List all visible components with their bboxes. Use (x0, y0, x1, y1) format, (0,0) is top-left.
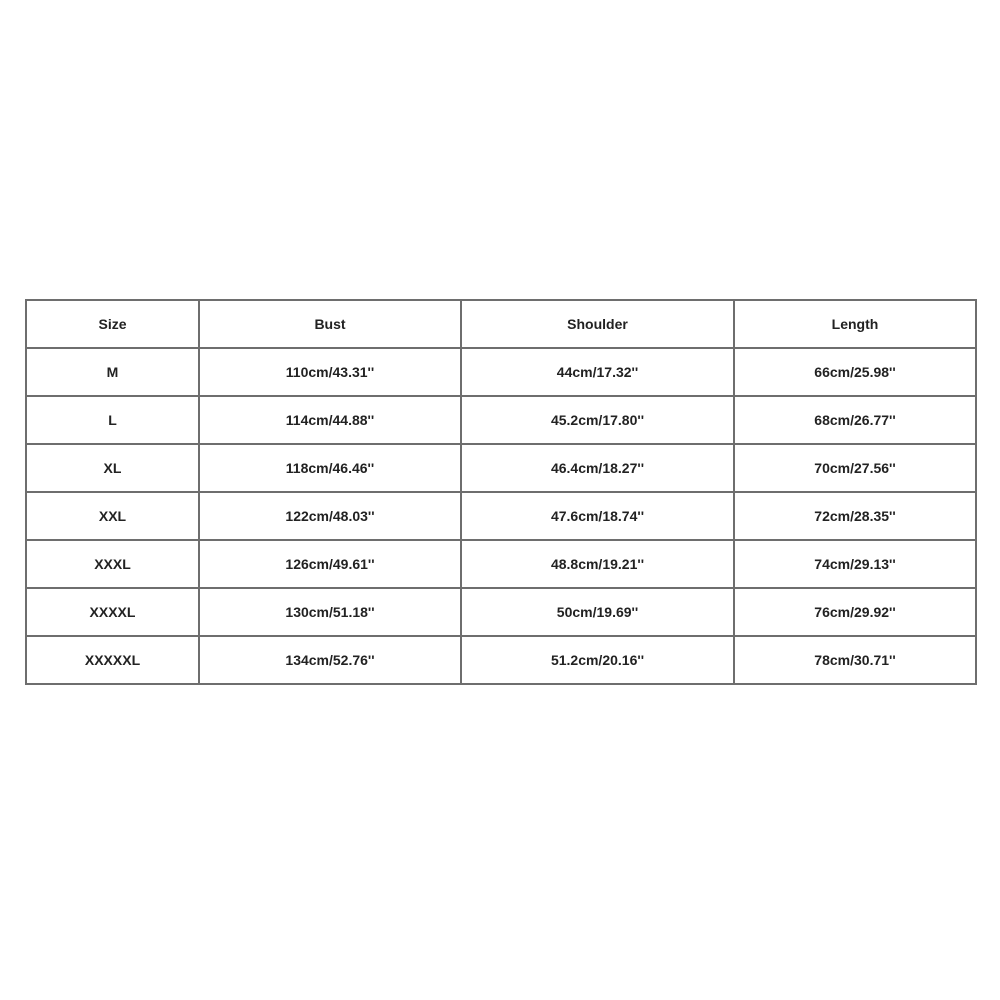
table-header-row (26, 300, 976, 348)
cell-shoulder: 50cm/19.69'' (461, 588, 734, 636)
cell-bust: 122cm/48.03'' (199, 492, 461, 540)
cell-shoulder: 44cm/17.32'' (461, 348, 734, 396)
cell-size: XXXL (26, 540, 199, 588)
header-length: Length (734, 300, 976, 348)
cell-size: XXL (26, 492, 199, 540)
cell-shoulder: 47.6cm/18.74'' (461, 492, 734, 540)
cell-shoulder: 48.8cm/19.21'' (461, 540, 734, 588)
cell-bust: 134cm/52.76'' (199, 636, 461, 684)
cell-shoulder: 46.4cm/18.27'' (461, 444, 734, 492)
cell-bust: 110cm/43.31'' (199, 348, 461, 396)
table-row (26, 444, 976, 492)
cell-length: 78cm/30.71'' (734, 636, 976, 684)
cell-length: 76cm/29.92'' (734, 588, 976, 636)
header-size: Size (26, 300, 199, 348)
cell-size: L (26, 396, 199, 444)
header-bust: Bust (199, 300, 461, 348)
cell-length: 66cm/25.98'' (734, 348, 976, 396)
cell-size: XXXXXL (26, 636, 199, 684)
cell-bust: 130cm/51.18'' (199, 588, 461, 636)
cell-length: 70cm/27.56'' (734, 444, 976, 492)
table-row (26, 396, 976, 444)
table-row (26, 636, 976, 684)
cell-length: 74cm/29.13'' (734, 540, 976, 588)
cell-bust: 126cm/49.61'' (199, 540, 461, 588)
cell-bust: 114cm/44.88'' (199, 396, 461, 444)
table-row (26, 492, 976, 540)
header-shoulder: Shoulder (461, 300, 734, 348)
table-row (26, 588, 976, 636)
cell-shoulder: 51.2cm/20.16'' (461, 636, 734, 684)
cell-size: XL (26, 444, 199, 492)
table-row (26, 348, 976, 396)
size-chart-table (25, 299, 977, 685)
cell-size: M (26, 348, 199, 396)
cell-length: 68cm/26.77'' (734, 396, 976, 444)
table-row (26, 540, 976, 588)
cell-size: XXXXL (26, 588, 199, 636)
cell-bust: 118cm/46.46'' (199, 444, 461, 492)
cell-shoulder: 45.2cm/17.80'' (461, 396, 734, 444)
cell-length: 72cm/28.35'' (734, 492, 976, 540)
